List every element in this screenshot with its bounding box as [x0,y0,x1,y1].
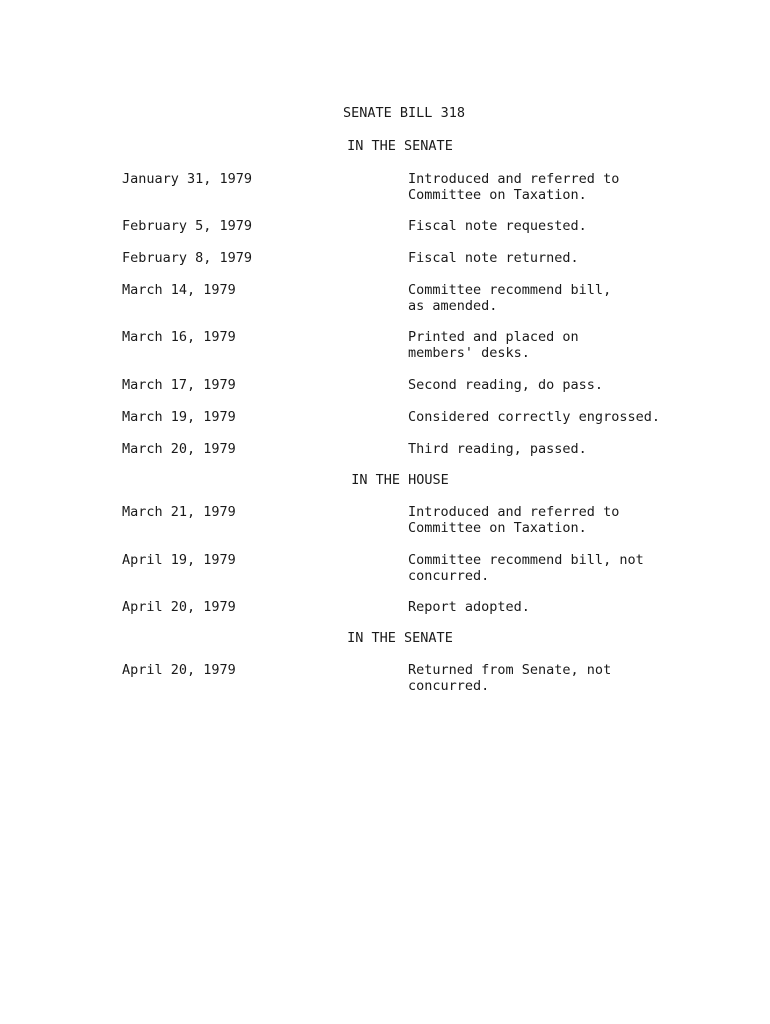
bill-title: SENATE BILL 318 [343,105,465,121]
entry-action: Committee recommend bill, as amended. [408,282,612,314]
entry-date: January 31, 1979 [122,171,253,187]
entry-action: Returned from Senate, not concurred. [408,662,612,694]
entry-action: Introduced and referred to Committee on Taxation. [408,171,620,203]
entry-date: March 14, 1979 [122,282,236,298]
section-heading-house: IN THE HOUSE [351,472,449,488]
entry-action: Introduced and referred to Committee on Taxation. [408,504,620,536]
entry-action: Report adopted. [408,599,530,615]
entry-date: February 8, 1979 [122,250,253,266]
entry-date: March 20, 1979 [122,441,236,457]
section-heading-senate: IN THE SENATE [347,138,453,154]
entry-date: April 20, 1979 [122,662,236,678]
entry-date: March 19, 1979 [122,409,236,425]
entry-date: April 19, 1979 [122,552,236,568]
entry-action: Printed and placed on members' desks. [408,329,579,361]
entry-action: Second reading, do pass. [408,377,604,393]
entry-date: April 20, 1979 [122,599,236,615]
entry-action: Considered correctly engrossed. [408,409,660,425]
entry-action: Third reading, passed. [408,441,587,457]
entry-date: March 21, 1979 [122,504,236,520]
section-heading-senate-return: IN THE SENATE [347,630,453,646]
entry-date: March 16, 1979 [122,329,236,345]
entry-date: February 5, 1979 [122,218,253,234]
entry-action: Fiscal note requested. [408,218,587,234]
entry-action: Fiscal note returned. [408,250,579,266]
entry-action: Committee recommend bill, not concurred. [408,552,644,584]
entry-date: March 17, 1979 [122,377,236,393]
